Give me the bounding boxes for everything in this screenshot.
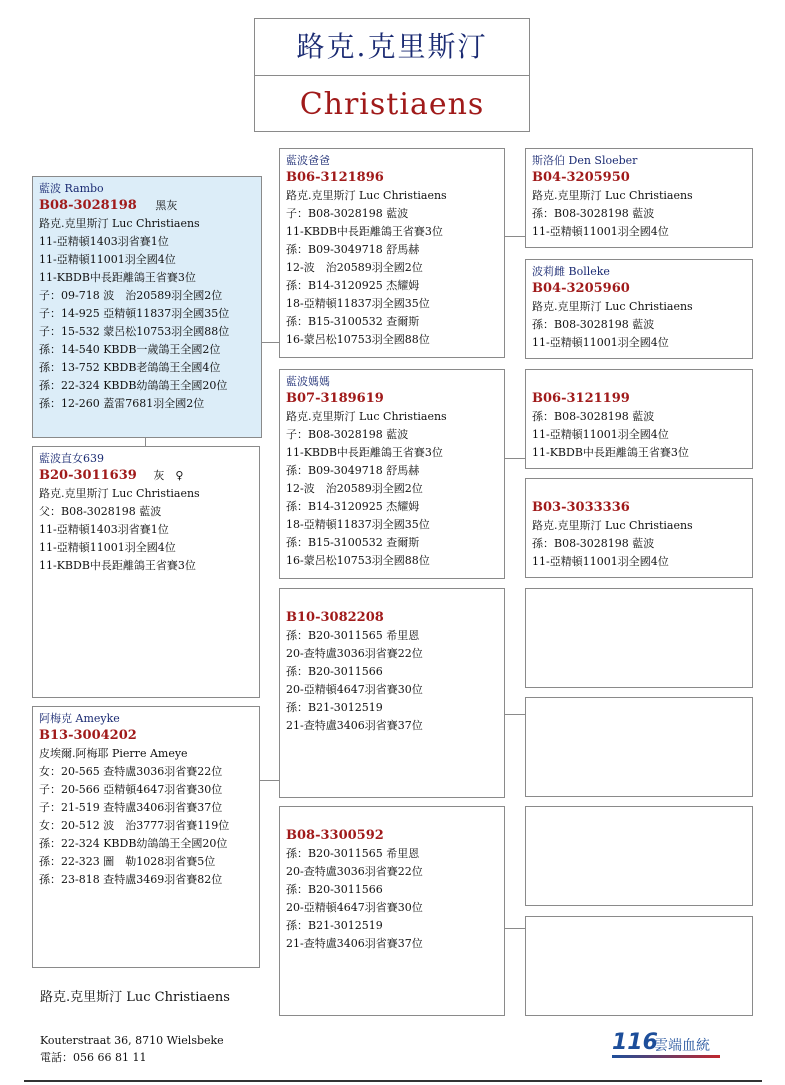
pedigree-line: 20-亞精頓4647羽省賽30位: [286, 683, 423, 696]
ss-lines: [532, 187, 746, 241]
mate-dam-box: [279, 806, 505, 1016]
title-chinese: 路克.克里斯汀: [255, 19, 529, 76]
pedigree-line: 21-查特盧3406羽省賽37位: [286, 937, 423, 950]
pedigree-line: 16-蒙呂松10753羽全國88位: [286, 554, 430, 567]
offspring-name: 藍波直女639: [39, 452, 104, 465]
connector: [505, 714, 525, 715]
pedigree-line: 路克.克里斯汀 Luc Christiaens: [532, 519, 693, 532]
title-box: [254, 18, 530, 132]
sire-name: 藍波爸爸: [286, 154, 330, 167]
pedigree-line: 11-亞精頓1403羽省賽1位: [39, 523, 169, 536]
subject-color: 黑灰: [155, 199, 178, 212]
dam-box: [279, 369, 505, 579]
sd-lines: [532, 298, 746, 352]
pedigree-line: 孫：23-818 查特盧3469羽省賽82位: [39, 873, 223, 886]
connector: [505, 928, 525, 929]
pedigree-line: 孫：B08-3028198 藍波: [532, 318, 655, 331]
mate-name: 阿梅克 Ameyke: [39, 712, 120, 725]
pedigree-line: 21-查特盧3406羽省賽37位: [286, 719, 423, 732]
pedigree-line: 孫：14-540 KBDB一歲鴿王全國2位: [39, 343, 221, 356]
pedigree-line: 12-波 治20589羽全國2位: [286, 482, 423, 495]
subject-ring: B08-3028198: [39, 198, 137, 213]
connector: [262, 342, 280, 343]
dd-box: [525, 478, 753, 578]
pedigree-line: 子：21-519 查特盧3406羽省賽37位: [39, 801, 223, 814]
sd-name: 波莉雌 Bolleke: [532, 265, 610, 278]
subject-name: 藍波 Rambo: [39, 182, 104, 195]
pedigree-line: 子：B08-3028198 藍波: [286, 428, 409, 441]
pedigree-line: 11-亞精頓11001羽全國4位: [532, 555, 669, 568]
pedigree-line: 11-KBDB中長距離鴿王省賽3位: [39, 559, 196, 572]
offspring-ring-row: [39, 467, 253, 485]
mate-sire-box: [279, 588, 505, 798]
pedigree-line: 子：09-718 波 治20589羽全國2位: [39, 289, 223, 302]
logo-text: 雲端血統: [654, 1038, 710, 1054]
pedigree-line: 孫：B21-3012519: [286, 919, 383, 932]
pedigree-line: 孫：13-752 KBDB老鴿鴿王全國4位: [39, 361, 221, 374]
sire-ring: B06-3121896: [286, 170, 384, 185]
sire-box: [279, 148, 505, 358]
pedigree-line: 20-查特盧3036羽省賽22位: [286, 647, 423, 660]
mate-sire-lines: [286, 627, 498, 735]
address: Kouterstraat 36, 8710 Wielsbeke: [40, 1034, 224, 1047]
address-block: [40, 1032, 224, 1066]
empty-ancestor-box: [525, 588, 753, 688]
pedigree-line: 孫：12-260 蓋雷7681羽全國2位: [39, 397, 205, 410]
offspring-box: [32, 446, 260, 698]
pedigree-line: 路克.克里斯汀 Luc Christiaens: [532, 189, 693, 202]
pedigree-line: 11-KBDB中長距離鴿王省賽3位: [286, 225, 443, 238]
pedigree-line: 孫：B20-3011565 希里恩: [286, 847, 420, 860]
pedigree-line: 16-蒙呂松10753羽全國88位: [286, 333, 430, 346]
pedigree-line: 18-亞精頓11837羽全國35位: [286, 297, 430, 310]
connector: [260, 780, 280, 781]
sd-ring: B04-3205960: [532, 281, 630, 296]
connector: [505, 236, 525, 237]
pedigree-line: 11-亞精頓11001羽全國4位: [39, 541, 176, 554]
dam-name: 藍波媽媽: [286, 375, 330, 388]
ds-ring: B06-3121199: [532, 391, 630, 406]
pedigree-line: 路克.克里斯汀 Luc Christiaens: [532, 300, 693, 313]
pedigree-line: 孫：22-324 KBDB幼鴿鴿王全國20位: [39, 379, 228, 392]
pedigree-line: 子：14-925 亞精頓11837羽全國35位: [39, 307, 230, 320]
pedigree-line: 子：20-566 亞精頓4647羽省賽30位: [39, 783, 223, 796]
breeder-name: 路克.克里斯汀 Luc Christiaens: [40, 990, 230, 1005]
dd-lines: [532, 517, 746, 571]
empty-ancestor-box: [525, 697, 753, 797]
mate-ring: B13-3004202: [39, 728, 137, 743]
pedigree-line: 孫：B20-3011566: [286, 665, 383, 678]
pedigree-line: 孫：B14-3120925 杰耀姆: [286, 500, 420, 513]
dam-lines: [286, 408, 498, 570]
mate-dam-lines: [286, 845, 498, 953]
pedigree-line: 路克.克里斯汀 Luc Christiaens: [39, 217, 200, 230]
pedigree-line: 路克.克里斯汀 Luc Christiaens: [286, 410, 447, 423]
pedigree-line: 孫：B08-3028198 藍波: [532, 410, 655, 423]
pedigree-line: 11-亞精頓1403羽省賽1位: [39, 235, 169, 248]
ss-ring: B04-3205950: [532, 170, 630, 185]
pedigree-line: 路克.克里斯汀 Luc Christiaens: [286, 189, 447, 202]
pedigree-line: 20-亞精頓4647羽省賽30位: [286, 901, 423, 914]
sire-lines: [286, 187, 498, 349]
sd-box: [525, 259, 753, 359]
subject-lines: [39, 215, 255, 413]
pedigree-line: 18-亞精頓11837羽全國35位: [286, 518, 430, 531]
pedigree-line: 路克.克里斯汀 Luc Christiaens: [39, 487, 200, 500]
pedigree-line: 子：15-532 蒙呂松10753羽全國88位: [39, 325, 230, 338]
subject-box: [32, 176, 262, 438]
pedigree-line: 孫：B09-3049718 舒馬赫: [286, 464, 420, 477]
ss-box: [525, 148, 753, 248]
pedigree-line: 孫：B15-3100532 查爾斯: [286, 536, 420, 549]
logo-number: 116: [612, 1030, 658, 1055]
pedigree-line: 20-查特盧3036羽省賽22位: [286, 865, 423, 878]
ds-lines: [532, 408, 746, 462]
title-english: Christiaens: [299, 87, 485, 122]
phone: 電話：056 66 81 11: [40, 1051, 147, 1064]
pedigree-line: 孫：22-323 圖 勒1028羽省賽5位: [39, 855, 216, 868]
mate-lines: [39, 745, 253, 889]
pedigree-line: 孫：22-324 KBDB幼鴿鴿王全國20位: [39, 837, 228, 850]
logo: [612, 1030, 722, 1056]
pedigree-line: 12-波 治20589羽全國2位: [286, 261, 423, 274]
pedigree-line: 孫：B08-3028198 藍波: [532, 537, 655, 550]
pedigree-line: 女：20-565 查特盧3036羽省賽22位: [39, 765, 223, 778]
pedigree-line: 孫：B20-3011565 希里恩: [286, 629, 420, 642]
subject-ring-row: [39, 197, 255, 215]
dd-ring: B03-3033336: [532, 500, 630, 515]
pedigree-line: 孫：B21-3012519: [286, 701, 383, 714]
pedigree-line: 子：B08-3028198 藍波: [286, 207, 409, 220]
pedigree-line: 11-亞精頓11001羽全國4位: [532, 428, 669, 441]
pedigree-line: 11-亞精頓11001羽全國4位: [532, 336, 669, 349]
connector: [505, 458, 525, 459]
logo-bar: [612, 1055, 720, 1058]
pedigree-line: 11-亞精頓11001羽全國4位: [532, 225, 669, 238]
pedigree-line: 孫：B14-3120925 杰耀姆: [286, 279, 420, 292]
pedigree-line: 父：B08-3028198 藍波: [39, 505, 162, 518]
pedigree-line: 11-KBDB中長距離鴿王省賽3位: [286, 446, 443, 459]
ds-box: [525, 369, 753, 469]
pedigree-line: 11-KBDB中長距離鴿王省賽3位: [39, 271, 196, 284]
pedigree-line: 孫：B20-3011566: [286, 883, 383, 896]
pedigree-line: 孫：B08-3028198 藍波: [532, 207, 655, 220]
ss-name: 斯洛伯 Den Sloeber: [532, 154, 638, 167]
mate-sire-ring: B10-3082208: [286, 610, 384, 625]
offspring-color: 灰 ♀: [153, 469, 184, 482]
pedigree-line: 女：20-512 波 治3777羽省賽119位: [39, 819, 230, 832]
pedigree-line: 11-KBDB中長距離鴿王省賽3位: [532, 446, 689, 459]
offspring-ring: B20-3011639: [39, 468, 137, 483]
pedigree-line: 皮埃爾.阿梅耶 Pierre Ameye: [39, 747, 188, 760]
bottom-rule: [24, 1080, 762, 1082]
empty-ancestor-box: [525, 916, 753, 1016]
pedigree-line: 11-亞精頓11001羽全國4位: [39, 253, 176, 266]
pedigree-line: 孫：B09-3049718 舒馬赫: [286, 243, 420, 256]
dam-ring: B07-3189619: [286, 391, 384, 406]
empty-ancestor-box: [525, 806, 753, 906]
pedigree-line: 孫：B15-3100532 查爾斯: [286, 315, 420, 328]
mate-dam-ring: B08-3300592: [286, 828, 384, 843]
offspring-lines: [39, 485, 253, 575]
mate-box: [32, 706, 260, 968]
